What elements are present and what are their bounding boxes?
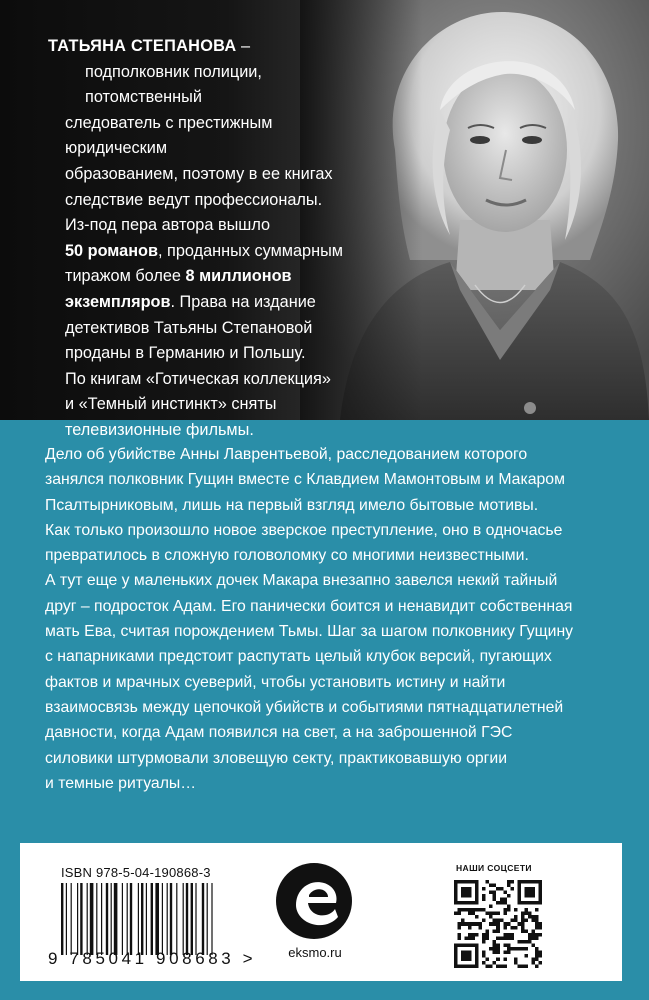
- barcode-digits: 9 785041 908683 >: [48, 949, 257, 968]
- bio-line: следствие ведут профессионалы.: [65, 190, 323, 209]
- copies-count: 8 миллионов: [185, 267, 292, 286]
- bio-text: тиражом более: [65, 267, 186, 286]
- annotation-line: превратилось в сложную головоломку со многими неизвестными.: [45, 547, 529, 565]
- annotation-line: фактов и мрачных суеверий, чтобы установить истину и найти: [45, 673, 506, 691]
- novels-count: 50 романов: [65, 241, 158, 260]
- annotation-line: взаимосвязь между цепочкой убийств и событиями пятнадцатилетней: [45, 698, 564, 716]
- bio-line: следователь с престижным юридическим: [65, 113, 273, 158]
- bio-line: образованием, поэтому в ее книгах: [65, 164, 333, 183]
- annotation-line: друг – подросток Адам. Его панически боится и ненавидит собственная: [45, 597, 573, 615]
- eksmo-logo-icon: [274, 861, 354, 941]
- bio-text: , проданных суммарным: [157, 241, 343, 260]
- annotation-line: и темные ритуалы…: [45, 774, 197, 792]
- bio-text: . Права на издание: [170, 292, 316, 311]
- author-dash: –: [236, 37, 251, 55]
- barcode-panel: [20, 843, 622, 981]
- publisher-site: eksmo.ru: [288, 945, 342, 960]
- author-bio: [48, 34, 378, 444]
- annotation-line: А тут еще у маленьких дочек Макара внезапно завелся некий тайный: [45, 572, 558, 590]
- isbn-number: ISBN 978-5-04-190868-3: [61, 865, 211, 880]
- barcode: [61, 883, 251, 955]
- annotation-line: Дело об убийстве Анны Лаврентьевой, расследованием которого: [45, 446, 528, 463]
- qr-code: [454, 880, 542, 968]
- annotation-line: давности, когда Адам появился на свет, а на заброшенной ГЭС: [45, 724, 513, 742]
- annotation-line: Псалтырниковым, лишь на первый взгляд имело бытовые мотивы.: [45, 496, 539, 514]
- annotation-line: мать Ева, считая порождением Тьмы. Шаг за шагом полковнику Гущину: [45, 623, 574, 641]
- annotation-line: занялся полковник Гущин вместе с Клавдием Мамонтовым и Макаром: [45, 471, 565, 489]
- bio-line: По книгам «Готическая коллекция»: [65, 369, 331, 388]
- social-label: НАШИ СОЦСЕТИ: [456, 863, 532, 873]
- bio-line: и «Темный инстинкт» сняты: [65, 395, 277, 414]
- author-section: [0, 0, 649, 439]
- bio-line: детективов Татьяны Степановой: [65, 318, 313, 337]
- bio-line: подполковник полиции, потомственный: [85, 62, 262, 107]
- copies-word: экземпляров: [65, 292, 171, 311]
- author-name: ТАТЬЯНА СТЕПАНОВА: [48, 37, 237, 55]
- annotation-line: с напарниками предстоит распутать целый клубок версий, пугающих: [45, 648, 552, 666]
- bio-line: Из-под пера автора вышло: [65, 216, 271, 235]
- annotation-line: силовики штурмовали зловещую секту, практиковавшую оргии: [45, 749, 508, 767]
- book-annotation: [45, 442, 625, 796]
- bio-line: телевизионные фильмы.: [65, 420, 254, 439]
- bio-line: проданы в Германию и Польшу.: [65, 344, 306, 363]
- annotation-line: Как только произошло новое зверское преступление, оно в одночасье: [45, 521, 563, 539]
